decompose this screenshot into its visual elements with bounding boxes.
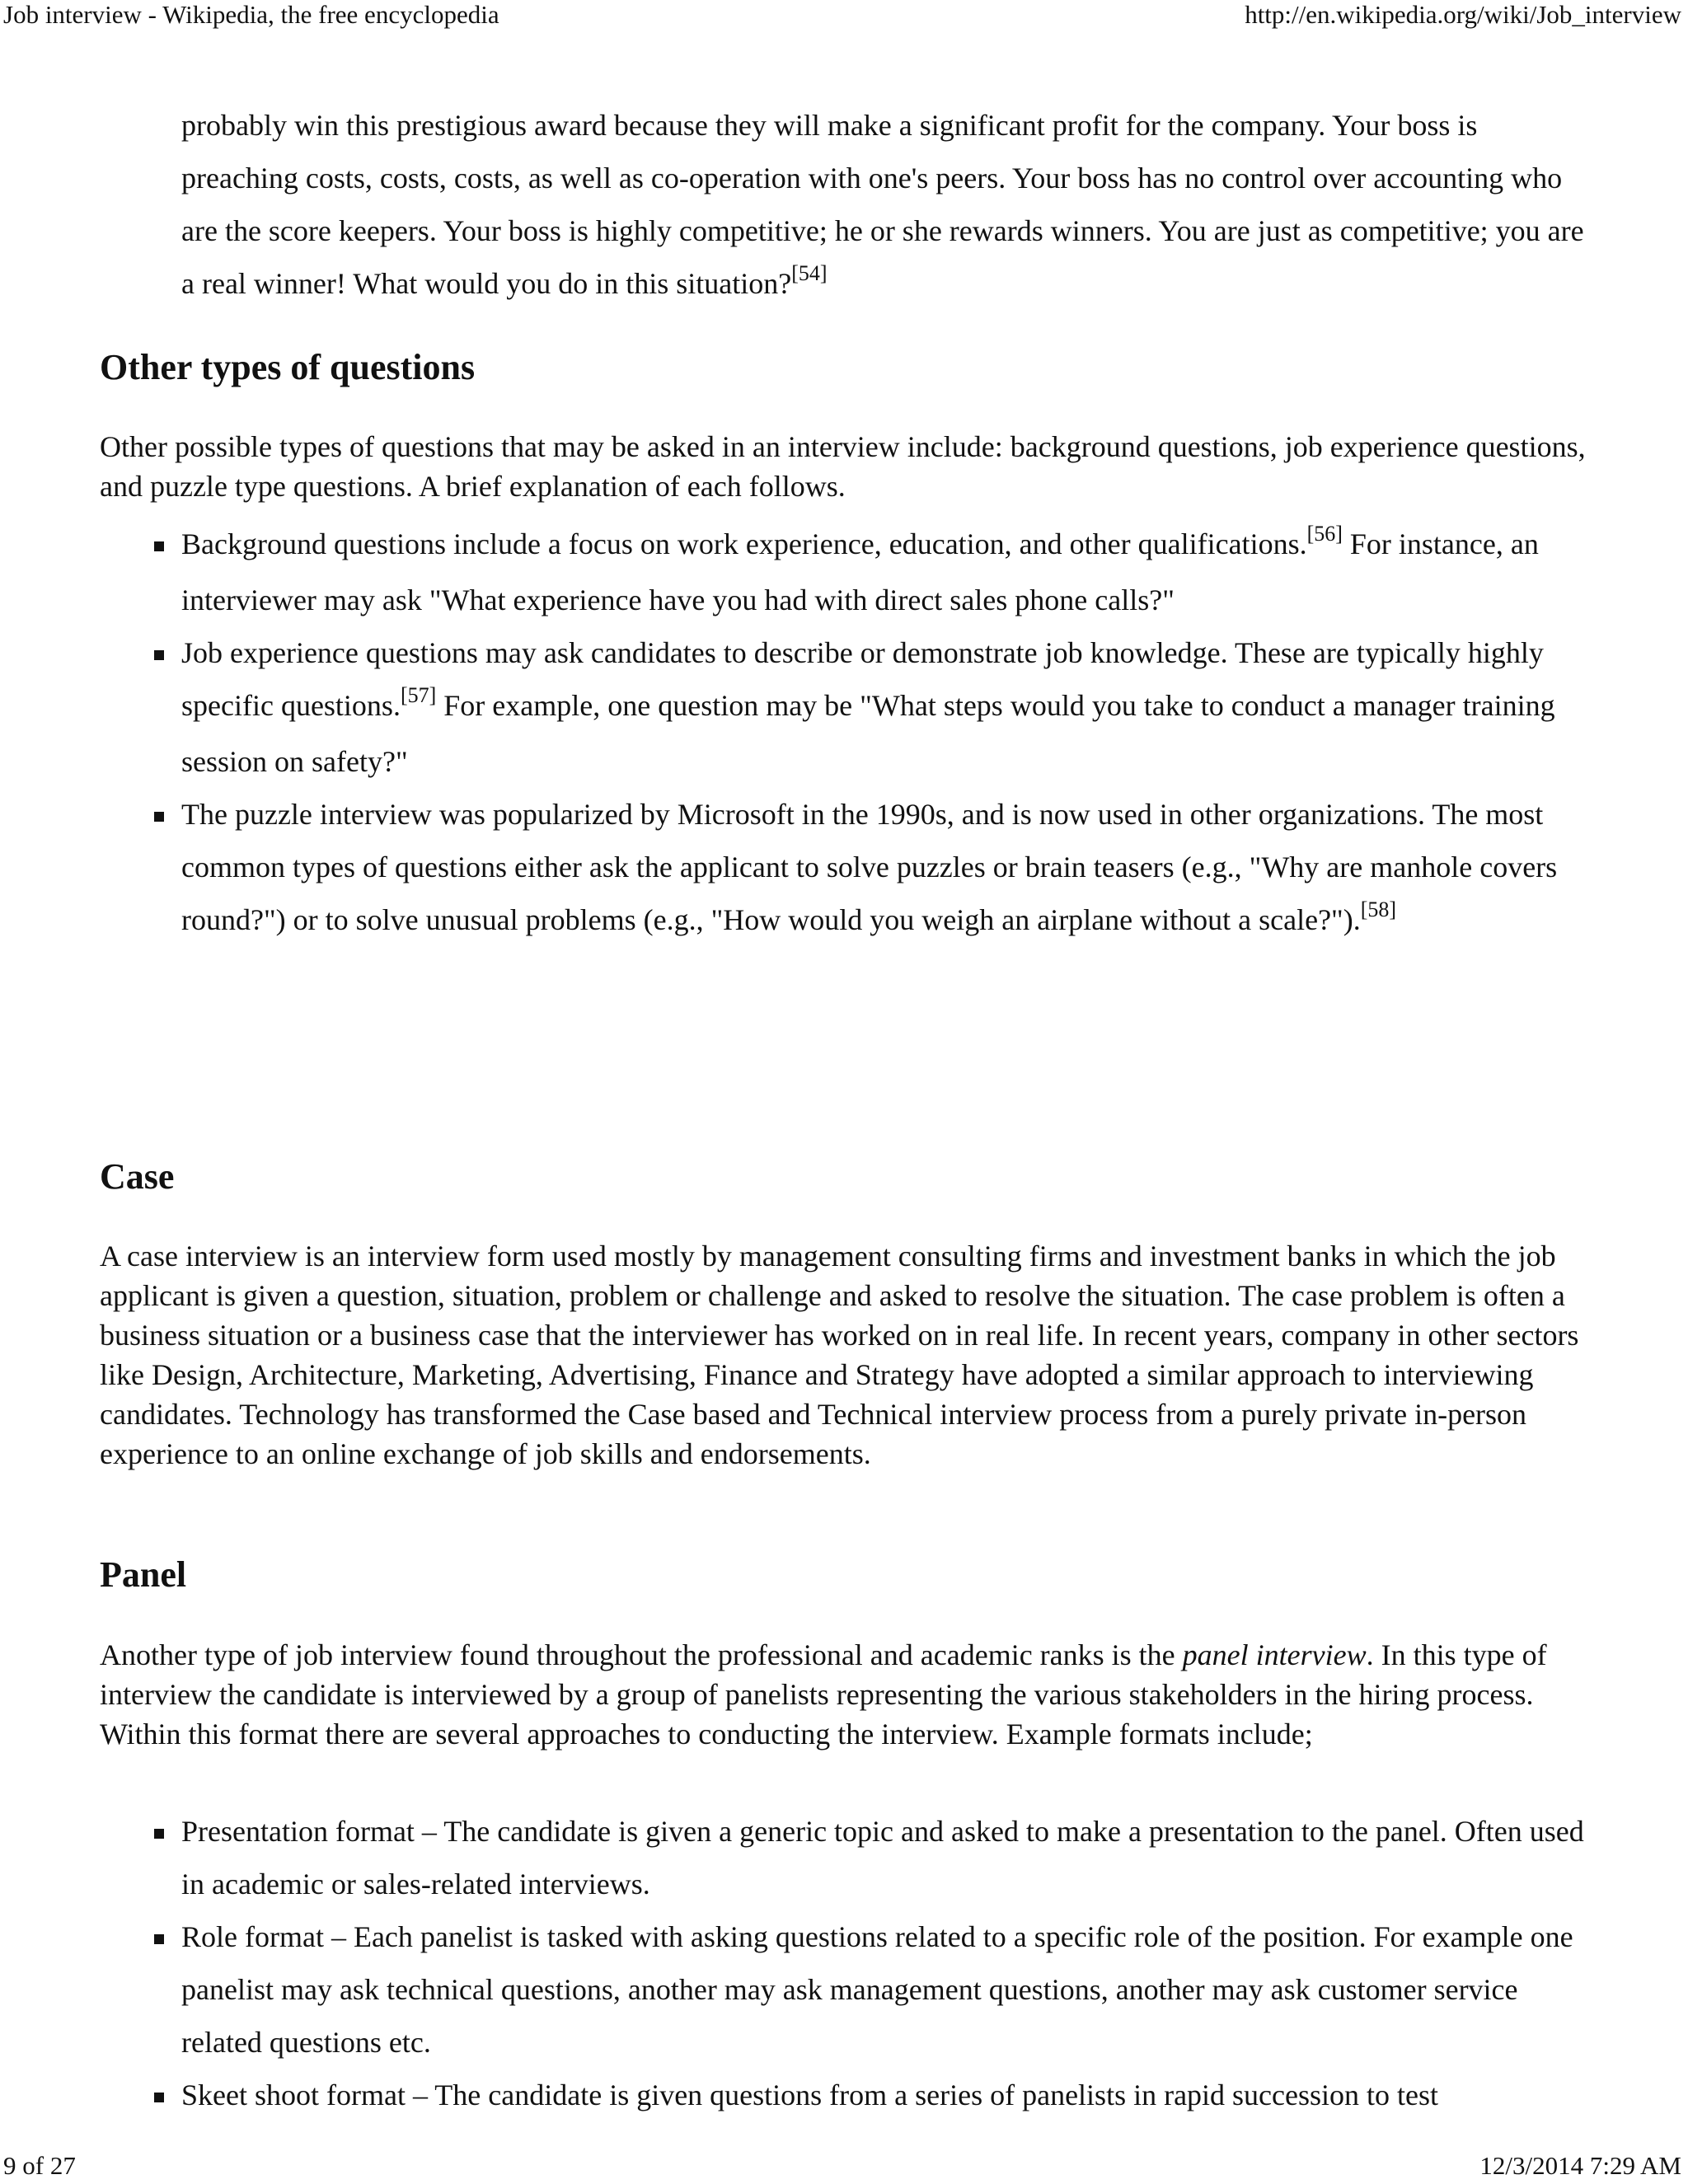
bullet-icon	[154, 2093, 164, 2102]
list-item: Role format – Each panelist is tasked with asking questions related to a specific role of the position. For example one panelist may ask technical questions, another may ask management questions, another may ask customer service related questions etc.	[100, 1910, 1596, 2069]
case-body: A case interview is an interview form used mostly by management consulting firms and investment banks in which the job applicant is given a question, situation, problem or challenge and asked to resolve the situation. The case problem is often a business situation or a business case that the interviewer has worked on in real life. In recent years, company in other sectors like Design, Architecture, Marketing, Advertising, Finance and Strategy have adopted a similar approach to interviewing candidates. Technology has transformed the Case based and Technical interview process from a purely private in-person experience to an online exchange of job skills and endorsements.	[100, 1240, 1579, 1470]
bullet-icon	[154, 812, 164, 822]
heading-case: Case	[100, 1156, 175, 1197]
bullet-icon	[154, 1829, 164, 1839]
citation-ref[interactable]: [54]	[791, 261, 828, 285]
list-item: Presentation format – The candidate is given a generic topic and asked to make a presentation to the panel. Often used in academic or sales-related interviews.	[100, 1805, 1596, 1910]
list-item: The puzzle interview was popularized by Microsoft in the 1990s, and is now used in other organizations. The most common types of questions either ask the applicant to solve puzzles or brain teasers (e.g., "Why are manhole covers round?") or to solve unusual problems (e.g., "How would you weigh an airplane without a scale?").[58]	[100, 788, 1596, 949]
other-types-intro: Other possible types of questions that may be asked in an interview include: background questions, job experience questions, and puzzle type questions. A brief explanation of each follows.	[100, 430, 1586, 503]
citation-ref[interactable]: [57]	[400, 683, 437, 707]
heading-other-types: Other types of questions	[100, 347, 476, 387]
bullet-icon	[154, 1934, 164, 1944]
other-types-list	[100, 518, 1596, 949]
citation-ref[interactable]: [58]	[1360, 898, 1397, 921]
bullet-icon	[154, 541, 164, 551]
panel-formats-list	[100, 1805, 1596, 2121]
page-title: Job interview - Wikipedia, the free encyclopedia	[3, 0, 499, 29]
print-datetime: 12/3/2014 7:29 AM	[1479, 2151, 1681, 2180]
panel-interview-term: panel interview	[1182, 1638, 1367, 1671]
page-url: http://en.wikipedia.org/wiki/Job_interview	[1245, 0, 1681, 29]
list-item: Background questions include a focus on work experience, education, and other qualifications.[56] For instance, an interviewer may ask "What experience have you had with direct sales phone calls?"	[100, 518, 1596, 626]
panel-body: Another type of job interview found throughout the professional and academic ranks is the panel interview. In this type of interview the candidate is interviewed by a group of panelists representing the various stakeholders in the hiring process. Within this format there are several approaches to conducting the interview. Example formats include;	[100, 1638, 1547, 1750]
continued-list-item	[100, 99, 1596, 313]
bullet-icon	[154, 650, 164, 660]
list-item: Job experience questions may ask candidates to describe or demonstrate job knowledge. These are typically highly specific questions.[57] For example, one question may be "What steps would you take to conduct a manager training session on safety?"	[100, 626, 1596, 788]
continued-item-text: probably win this prestigious award because they will make a significant profit for the company. Your boss is preaching costs, costs, costs, as well as co-operation with one's peers. Your boss has no control over accounting who are the score keepers. Your boss is highly competitive; he or she rewards winners. You are just as competitive; you are a real winner! What would you do in this situation?[54]	[181, 109, 1584, 300]
list-item: Skeet shoot format – The candidate is given questions from a series of panelists in rapid succession to test	[100, 2069, 1596, 2121]
citation-ref[interactable]: [56]	[1306, 522, 1343, 546]
page-number: 9 of 27	[3, 2151, 76, 2180]
heading-panel: Panel	[100, 1554, 187, 1595]
